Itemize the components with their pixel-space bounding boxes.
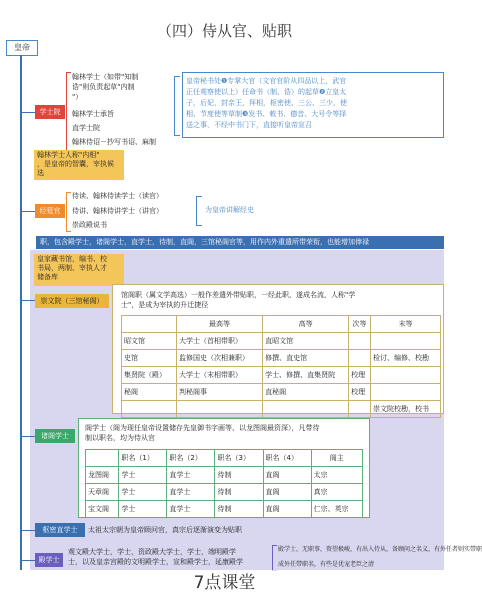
table-cell: 阁主 <box>311 450 362 467</box>
jingyan-item-1: 侍读、翰林侍读学士（读官） <box>72 192 163 200</box>
watermark-text: 7点课堂 <box>193 573 256 593</box>
table-cell: 职名（3） <box>215 450 263 467</box>
table-row <box>86 467 363 484</box>
table-cell: 秘阁 <box>122 384 177 401</box>
sanguan-yellow-line-1: 皇家藏书馆，编书、校 <box>37 255 107 263</box>
main-vertical-line <box>20 55 22 570</box>
table-cell <box>86 450 119 467</box>
connector-dian <box>21 560 35 561</box>
xueshi-item-5: 直学士院 <box>72 124 100 132</box>
table-cell: 学士 <box>119 501 167 518</box>
zhi-banner-text: 职，包含殿学士，诸阁学士，直学士，待制，直阁，三馆秘阁官等，用作内外重遣所带荣衔，也能增加俸禄 <box>40 238 369 246</box>
table-cell: 职名（1） <box>119 450 167 467</box>
table-cell <box>370 333 440 350</box>
node-xueshi: 学士院 <box>35 105 65 119</box>
xueshi-item-3: "） <box>72 93 83 101</box>
xueshi-item-4: 翰林学士承旨 <box>72 110 114 118</box>
table-cell: 直学士 <box>167 484 215 501</box>
table-row <box>122 367 441 384</box>
connector-chongwen <box>21 300 35 301</box>
dian-text2-line-1: 殿学士，无职事，资望极峻，有出入侍从，备顾问之名义，有外任者则实带职 <box>278 546 482 553</box>
xueshi-item-6: 翰林侍诏－抄写书诏、麻制 <box>72 138 156 146</box>
table-cell <box>349 401 371 418</box>
xueshi-yellow-line-2: ，是皇帝的智囊，宰执候 <box>37 160 114 168</box>
xueshi-note-box <box>182 72 444 138</box>
bracket-jingyan <box>66 192 71 232</box>
table-cell <box>370 367 440 384</box>
table-cell: 学士 <box>119 467 167 484</box>
xueshi-yellow-note <box>34 150 124 180</box>
table-cell: 直学士 <box>167 467 215 484</box>
table-cell: 学士、修撰、直集贤院 <box>263 367 349 384</box>
table-cell: 职名（2） <box>167 450 215 467</box>
zhuge-desc-2: 制以职名，均为侍从官 <box>85 434 155 442</box>
table-cell: 待制 <box>215 467 263 484</box>
zhuge-box <box>78 418 370 518</box>
sanguan-yellow-line-2: 书局，两制、宰执人才 <box>37 264 107 272</box>
sanguan-yellow-line-3: 储备库 <box>37 273 58 281</box>
root-label: 皇帝 <box>14 43 30 52</box>
note-bracket-jingyan <box>196 196 202 226</box>
table-cell: 真宗 <box>311 484 362 501</box>
table-cell: 监修国史（次相兼职） <box>177 350 263 367</box>
table-cell <box>349 333 371 350</box>
zhuge-desc-1: 阁学士（阁为现任皇帝设置储存先皇御书字画等、以龙图阁最资深），凡带待 <box>85 424 320 432</box>
jingyan-item-2: 侍讲、翰林侍讲学士（讲官） <box>72 207 163 215</box>
table-cell: 仁宗、英宗 <box>311 501 362 518</box>
node-dian: 殿学士 <box>35 553 63 567</box>
sanguan-yellow-note <box>34 254 124 286</box>
connector-xueshi <box>21 112 35 113</box>
chongwen-desc-2: 士"，是成为宰执的升迁捷径 <box>121 301 209 309</box>
table-cell: 检讨、编修、校勘 <box>370 350 440 367</box>
table-row <box>86 484 363 501</box>
xueshi-item-1: 翰林学士（如带"知制 <box>72 73 139 81</box>
table-cell: 大学士（末相带职） <box>177 367 263 384</box>
shumi-text: 太祖太宗朝为皇帝顾问官，真宗后逐渐演变为贴职 <box>88 526 242 534</box>
table-cell <box>177 401 263 418</box>
connector-shumi <box>21 530 35 531</box>
xueshi-note-line-4: 相、节度使等草制❸发书、敕书、德音、大号令等择 <box>186 110 347 118</box>
table-cell <box>263 401 349 418</box>
table-cell: 待制 <box>215 501 263 518</box>
page-title: （四）侍从官、贴职 <box>156 22 292 40</box>
table-cell: 末等 <box>370 316 440 333</box>
table-cell: 直昭文馆 <box>263 333 349 350</box>
root-node-emperor <box>6 40 38 56</box>
connector-jingyan <box>21 211 35 212</box>
table-cell: 宝文阁 <box>86 501 119 518</box>
table-cell: 学士 <box>119 484 167 501</box>
dian-text1-line-2: 士，以及皇亲宫殿的文明殿学士，宣和殿学士，延康殿学 <box>68 558 243 566</box>
node-jingyan: 经筵官 <box>35 204 65 218</box>
table-cell: 大学士（首相带职） <box>177 333 263 350</box>
table-cell: 集贤院（殿） <box>122 367 177 384</box>
table-cell: 昭文馆 <box>122 333 177 350</box>
xueshi-note-line-1: 皇帝秘书处❶专掌大官（文官官阶从四品以上，武官 <box>186 77 347 85</box>
zhuge-table <box>85 449 363 518</box>
xueshi-item-2: 诰"则负责起草"内制 <box>72 83 135 91</box>
table-header-row <box>122 316 441 333</box>
table-row <box>122 401 441 418</box>
table-cell: 史馆 <box>122 350 177 367</box>
table-cell: 次等 <box>349 316 371 333</box>
dian-text2-line-2: 成外任带职名，有些是优宠老臣之清 <box>278 561 375 568</box>
table-cell: 直阁 <box>263 467 311 484</box>
table-cell: 直秘阁 <box>263 384 349 401</box>
table-cell <box>370 384 440 401</box>
jingyan-item-3: 崇政殿说书 <box>72 221 107 229</box>
table-row <box>122 350 441 367</box>
table-cell: 校理 <box>349 384 371 401</box>
node-zhuge: 诸阁学士 <box>35 429 75 443</box>
bracket-xueshi <box>66 72 71 152</box>
table-cell: 太宗 <box>311 467 362 484</box>
zhi-banner <box>36 236 444 249</box>
node-chongwen: 崇文院（三馆秘阁） <box>35 294 109 308</box>
dian-text1-line-1: 观文殿大学士，学士，资政殿大学士，学士，端明殿学 <box>68 548 236 556</box>
table-header-row <box>86 450 363 467</box>
table-cell: 龙图阁 <box>86 467 119 484</box>
table-row <box>122 384 441 401</box>
xueshi-note-line-5: 送之事，不经中书门下，直接听皇帝宣召 <box>186 121 312 129</box>
table-cell: 直阁 <box>263 484 311 501</box>
note-bracket-xueshi <box>174 76 180 136</box>
table-cell: 崇文院校勘，校书 <box>370 401 440 418</box>
connector-zhuge <box>21 436 35 437</box>
table-cell: 高等 <box>263 316 349 333</box>
table-cell: 直阁 <box>263 501 311 518</box>
table-cell: 职名（4） <box>263 450 311 467</box>
node-shumi: 枢密直学士 <box>35 523 85 537</box>
table-cell <box>122 316 177 333</box>
table-row <box>122 333 441 350</box>
xueshi-yellow-line-3: 选 <box>37 169 44 177</box>
xueshi-note-line-3: 子，后妃，封亲王，拜相，枢密使、三公、三少，使 <box>186 99 347 107</box>
xueshi-note-line-2: 正任观察使以上）任命书（制、诰）的起草❷立皇太 <box>186 88 347 96</box>
jingyan-note: 为皇帝讲解经史 <box>205 206 254 214</box>
chongwen-desc-1: 馆阁职（属文学高选）一般作差遣外带贴职，一经此职，遂成名流，人称"学 <box>121 291 356 299</box>
table-cell: 天章阁 <box>86 484 119 501</box>
table-cell: 判秘阁事 <box>177 384 263 401</box>
table-cell: 最高等 <box>177 316 263 333</box>
table-cell: 校理 <box>349 367 371 384</box>
table-row <box>86 501 363 518</box>
table-cell <box>122 401 177 418</box>
table-cell: 修撰、直史馆 <box>263 350 349 367</box>
table-cell: 直学士 <box>167 501 215 518</box>
table-cell: 待制 <box>215 484 263 501</box>
chongwen-box <box>112 284 444 414</box>
chongwen-table <box>121 315 441 418</box>
xueshi-yellow-line-1: 翰林学士人称"内相" <box>37 151 100 159</box>
table-cell <box>349 350 371 367</box>
